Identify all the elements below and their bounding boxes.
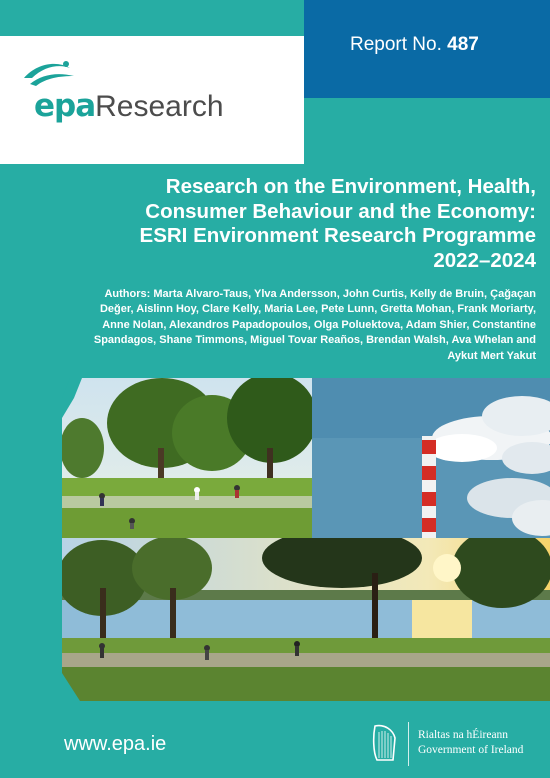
- gov-name-english: Government of Ireland: [418, 744, 524, 756]
- report-number-value: 487: [447, 34, 479, 55]
- authors-line: Authors: Marta Alvaro-Taus, Ylva Andersson, John Curtis, Kelly de Bruin, Çağaçan: [104, 288, 536, 300]
- website-link[interactable]: www.epa.ie: [64, 733, 167, 755]
- title-line: 2022–2024: [433, 248, 536, 272]
- authors-list: [30, 287, 536, 364]
- report-title: [40, 175, 536, 273]
- authors-line: Anne Nolan, Alexandros Papadopoulos, Olga Poluektova, Adam Shier, Constantine: [102, 318, 536, 331]
- logo-research-text: Research: [95, 90, 224, 123]
- authors-line: Değer, Aislinn Hoy, Clare Kelly, Maria Lee, Pete Lunn, Gretta Mohan, Frank Moriarty,: [99, 303, 536, 316]
- harp-icon: [369, 722, 399, 764]
- report-number: [350, 34, 479, 56]
- logo-epa-text: epa: [34, 88, 96, 124]
- gov-name-irish: Rialtas na hÉireann: [418, 729, 509, 741]
- authors-line: Spandagos, Shane Timmons, Miguel Tovar Reaños, Brendan Walsh, Ava Whelan and: [93, 334, 536, 347]
- authors-line: Aykut Mert Yakut: [447, 349, 536, 362]
- epa-research-logo: [34, 88, 224, 125]
- title-line: Consumer Behaviour and the Economy:: [145, 199, 536, 223]
- title-line: Research on the Environment, Health,: [165, 175, 536, 198]
- report-prefix: Report No.: [350, 34, 442, 55]
- title-line: ESRI Environment Research Programme: [139, 224, 536, 247]
- gov-divider: [408, 722, 409, 766]
- photo-collage: [0, 378, 550, 701]
